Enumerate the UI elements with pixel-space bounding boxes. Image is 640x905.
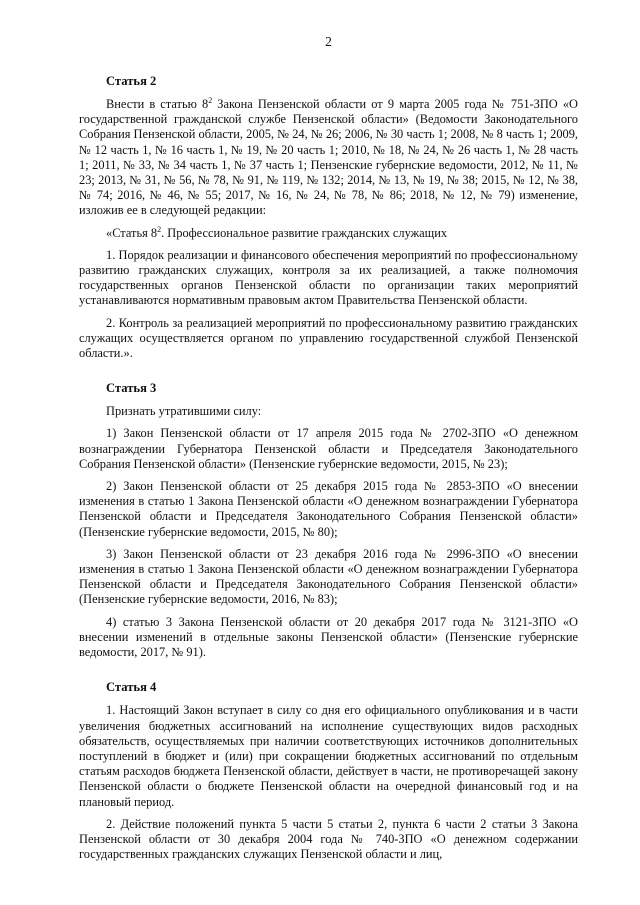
article-4-paragraph-2: 2. Действие положений пункта 5 части 5 статьи 2, пункта 6 части 2 статьи 3 Закона Пензенской области от 30 декабря 2004 года № 740-ЗПО «О денежном содержании государственных гражданских служащих Пензенской области и лиц, bbox=[79, 816, 578, 862]
article-2 bbox=[79, 74, 578, 361]
article-2-paragraph-1: 1. Порядок реализации и финансового обеспечения мероприятий по профессиональному развитию гражданских служащих, контроля за их реализацией, а также полномочия государственных органов Пензенской области по организации таких мероприятий устанавливаются нормативным правовым актом Правительства Пензенской области. bbox=[79, 247, 578, 308]
article-3-item-1: 1) Закон Пензенской области от 17 апреля 2015 года № 2702-ЗПО «О денежном вознаграждении Губернатора Пензенской области и Председателя Законодательного Собрания Пензенской области» (Пензенские губернские ведомости, 2015, № 23); bbox=[79, 426, 578, 471]
article-2-quote-sup: 2 bbox=[157, 224, 162, 234]
article-3-item-3: 3) Закон Пензенской области от 23 декабря 2016 года № 2996-ЗПО «О внесении изменения в статью 1 Закона Пензенской области «О денежном вознаграждении Губернатора Пензенской области и Председателя Законодательного Собрания Пензенской области» (Пензенские губернские ведомости, 2016, № 83); bbox=[79, 546, 578, 607]
article-4-paragraph-1: 1. Настоящий Закон вступает в силу со дня его официального опубликования и в части увеличения бюджетных ассигнований на исполнение существующих видов расходных обязательств, осуществляемых при наличии соответствующих источников дополнительных поступлений в бюджет и (или) при сокращении бюджетных ассигнований по отдельным статьям расходов бюджета Пензенской области, действует в части, не противоречащей закону Пензенской области о бюджете Пензенской области на очередной финансовый год и на плановый период. bbox=[79, 703, 578, 809]
article-4 bbox=[79, 680, 578, 862]
article-2-intro-sup: 2 bbox=[208, 95, 213, 105]
article-2-intro bbox=[79, 97, 578, 219]
article-2-heading: Статья 2 bbox=[106, 74, 157, 88]
article-3 bbox=[79, 381, 578, 660]
article-3-intro: Признать утратившими силу: bbox=[106, 404, 262, 419]
article-2-intro-text-b: Закона Пензенской области от 9 марта 2005 года № 751-ЗПО «О государственной гражданской службе Пензенской области» (Ведомости Законодательного Собрания Пензенской области, 2005, № 24, № 26; 2006, № 30 часть 1; 2008, № 8 часть 1; 2009, № 12 часть 1, № 16 часть 1, № 19, № 20 часть 1; 2010, № 18, № 24, № 26 часть 1, № 28 часть 1; 2011, № 33, № 34 часть 1, № 37 часть 1; Пензенские губернские ведомости, 2012, № 11, № 23; 2013, № 31, № 56, № 78, № 91, № 119, № 132; 2014, № 13, № 19, № 38; 2015, № 12, № 38, № 74; 2016, № 46, № 55; 2017, № 16, № 24, № 78, № 86; 2018, № 12, № 79) изменение, изложив ее в следующей редакции: bbox=[79, 97, 578, 218]
article-2-quote-text-a: «Статья 8 bbox=[106, 225, 158, 240]
page-number: 2 bbox=[325, 34, 332, 49]
article-2-quote-text-b: . Профессиональное развитие гражданских служащих bbox=[161, 225, 448, 240]
article-3-item-2: 2) Закон Пензенской области от 25 декабря 2015 года № 2853-ЗПО «О внесении изменения в статью 1 Закона Пензенской области «О денежном вознаграждении Губернатора Пензенской области и Председателя Законодательного Собрания Пензенской области» (Пензенские губернские ведомости, 2015, № 80); bbox=[79, 479, 578, 539]
article-3-item-4: 4) статью 3 Закона Пензенской области от 20 декабря 2017 года № 3121-ЗПО «О внесении изменений в отдельные законы Пензенской области» (Пензенские губернские ведомости, 2017, № 91). bbox=[79, 614, 578, 660]
article-3-heading: Статья 3 bbox=[106, 381, 157, 396]
article-2-paragraph-2: 2. Контроль за реализацией мероприятий по профессиональному развитию гражданских служащих осуществляется органом по управлению государственной службой Пензенской области.». bbox=[79, 315, 578, 361]
article-2-intro-text-a: Внести в статью 8 bbox=[106, 97, 209, 111]
article-4-heading: Статья 4 bbox=[106, 680, 157, 695]
article-2-quote-title bbox=[79, 226, 578, 241]
